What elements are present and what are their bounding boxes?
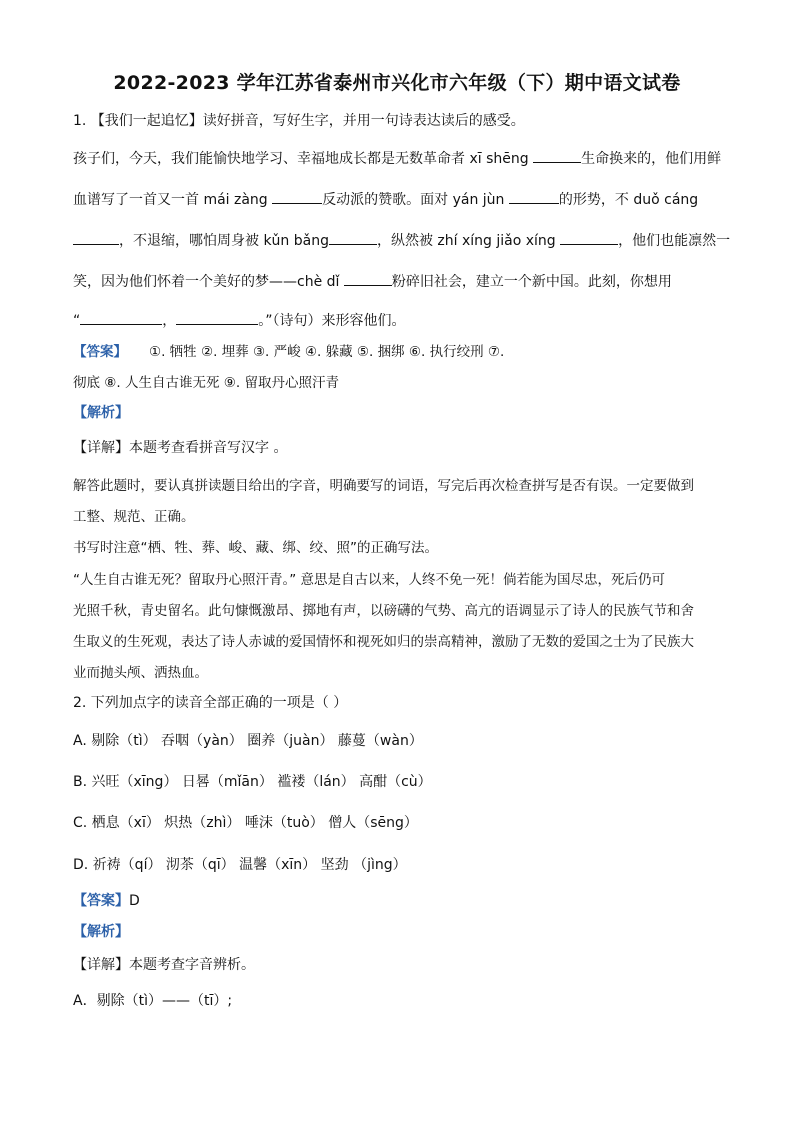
blank-5: [329, 230, 377, 245]
q2-option-b: B. 兴旺（xīng） 日晷（mǐān） 褴褛（lán） 高酣（cù）: [73, 774, 432, 790]
blank-7: [344, 271, 392, 286]
q2-analysis-label: 【解析】: [73, 924, 129, 940]
blank-6: [560, 230, 618, 245]
q1-para-4: “人生自古谁无死？留取丹心照汗青。” 意思是自古以来，人终不免一死！倘若能为国尽忠，死后仍可: [73, 572, 666, 588]
q1-para-3: 书写时注意“栖、牲、葬、峻、藏、绑、绞、照”的正确写法。: [73, 540, 438, 556]
q2-option-a: A. 剔除（tì） 吞咽（yàn） 圈养（juàn） 藤蔓（wàn）: [73, 733, 423, 749]
q2-detail: 【详解】本题考查字音辨析。: [73, 957, 255, 973]
answer-label: 【答案】: [73, 893, 129, 909]
q1-para-1: 解答此题时，要认真拼读题目给出的字音，明确要写的词语，写完后再次检查拼写是否有误。一定要做到: [73, 478, 694, 494]
q1-answer-line-1: 【答案】 ①. 牺牲 ②. 埋葬 ③. 严峻 ④. 躲藏 ⑤. 捆绑 ⑥. 执行绞刑 ⑦.: [73, 344, 505, 360]
q1-analysis-label: 【解析】: [73, 405, 129, 421]
q2-option-c: C. 栖息（xī） 炽热（zhì） 唾沫（tuò） 僧人（sēng）: [73, 815, 418, 831]
q1-para-2: 工整、规范、正确。: [73, 509, 195, 525]
q1-para-7: 业而抛头颅、洒热血。: [73, 665, 208, 681]
q1-line-5: “ ， 。”（诗句）来形容他们。: [73, 310, 733, 330]
blank-2: [272, 189, 322, 204]
blank-3: [509, 189, 559, 204]
q2-option-d: D. 祈祷（qí） 沏茶（qī） 温馨（xīn） 坚劲 （jìng）: [73, 857, 407, 873]
q1-para-6: 生取义的生死观，表达了诗人赤诚的爱国情怀和视死如归的崇高精神，激励了无数的爱国之士为了民族大: [73, 634, 694, 650]
q2-heading: 2. 下列加点字的读音全部正确的一项是（ ）: [73, 695, 348, 711]
q2-answer: 【答案】D: [73, 893, 140, 909]
q1-answer-line-2: 彻底 ⑧. 人生自古谁无死 ⑨. 留取丹心照汗青: [73, 375, 339, 391]
q1-para-5: 光照千秋，青史留名。此句慷慨激昂、掷地有声，以磅礴的气势、高亢的语调显示了诗人的民族气节和舍: [73, 603, 694, 619]
answer-label: 【答案】: [73, 344, 127, 360]
q1-line-1: 孩子们，今天，我们能愉快地学习、幸福地成长都是无数革命者 xī shēng 生命换来的，他们用鲜: [73, 148, 733, 168]
q1-line-3: ，不退缩，哪怕周身被 kǔn bǎng ，纵然被 zhí xíng jiǎo xíng ，他们也能凛然一: [73, 230, 733, 250]
blank-9: [176, 310, 258, 325]
q1-line-4: 笑，因为他们怀着一个美好的梦——chè dǐ 粉碎旧社会，建立一个新中国。此刻，你想用: [73, 271, 733, 291]
blank-4: [73, 230, 119, 245]
blank-1: [533, 148, 581, 163]
q1-heading: 1. 【我们一起追忆】读好拼音，写好生字，并用一句诗表达读后的感受。: [73, 113, 525, 129]
blank-8: [80, 310, 162, 325]
q1-line-2: 血谱写了一首又一首 mái zàng 反动派的赞歌。面对 yán jùn 的形势，不 duǒ cáng: [73, 189, 733, 209]
q2-explain-a: A．剔除（tì）——（tī）;: [73, 993, 233, 1009]
page-title: 2022-2023 学年江苏省泰州市兴化市六年级（下）期中语文试卷: [113, 72, 681, 94]
q1-detail: 【详解】本题考查看拼音写汉字 。: [73, 440, 288, 456]
